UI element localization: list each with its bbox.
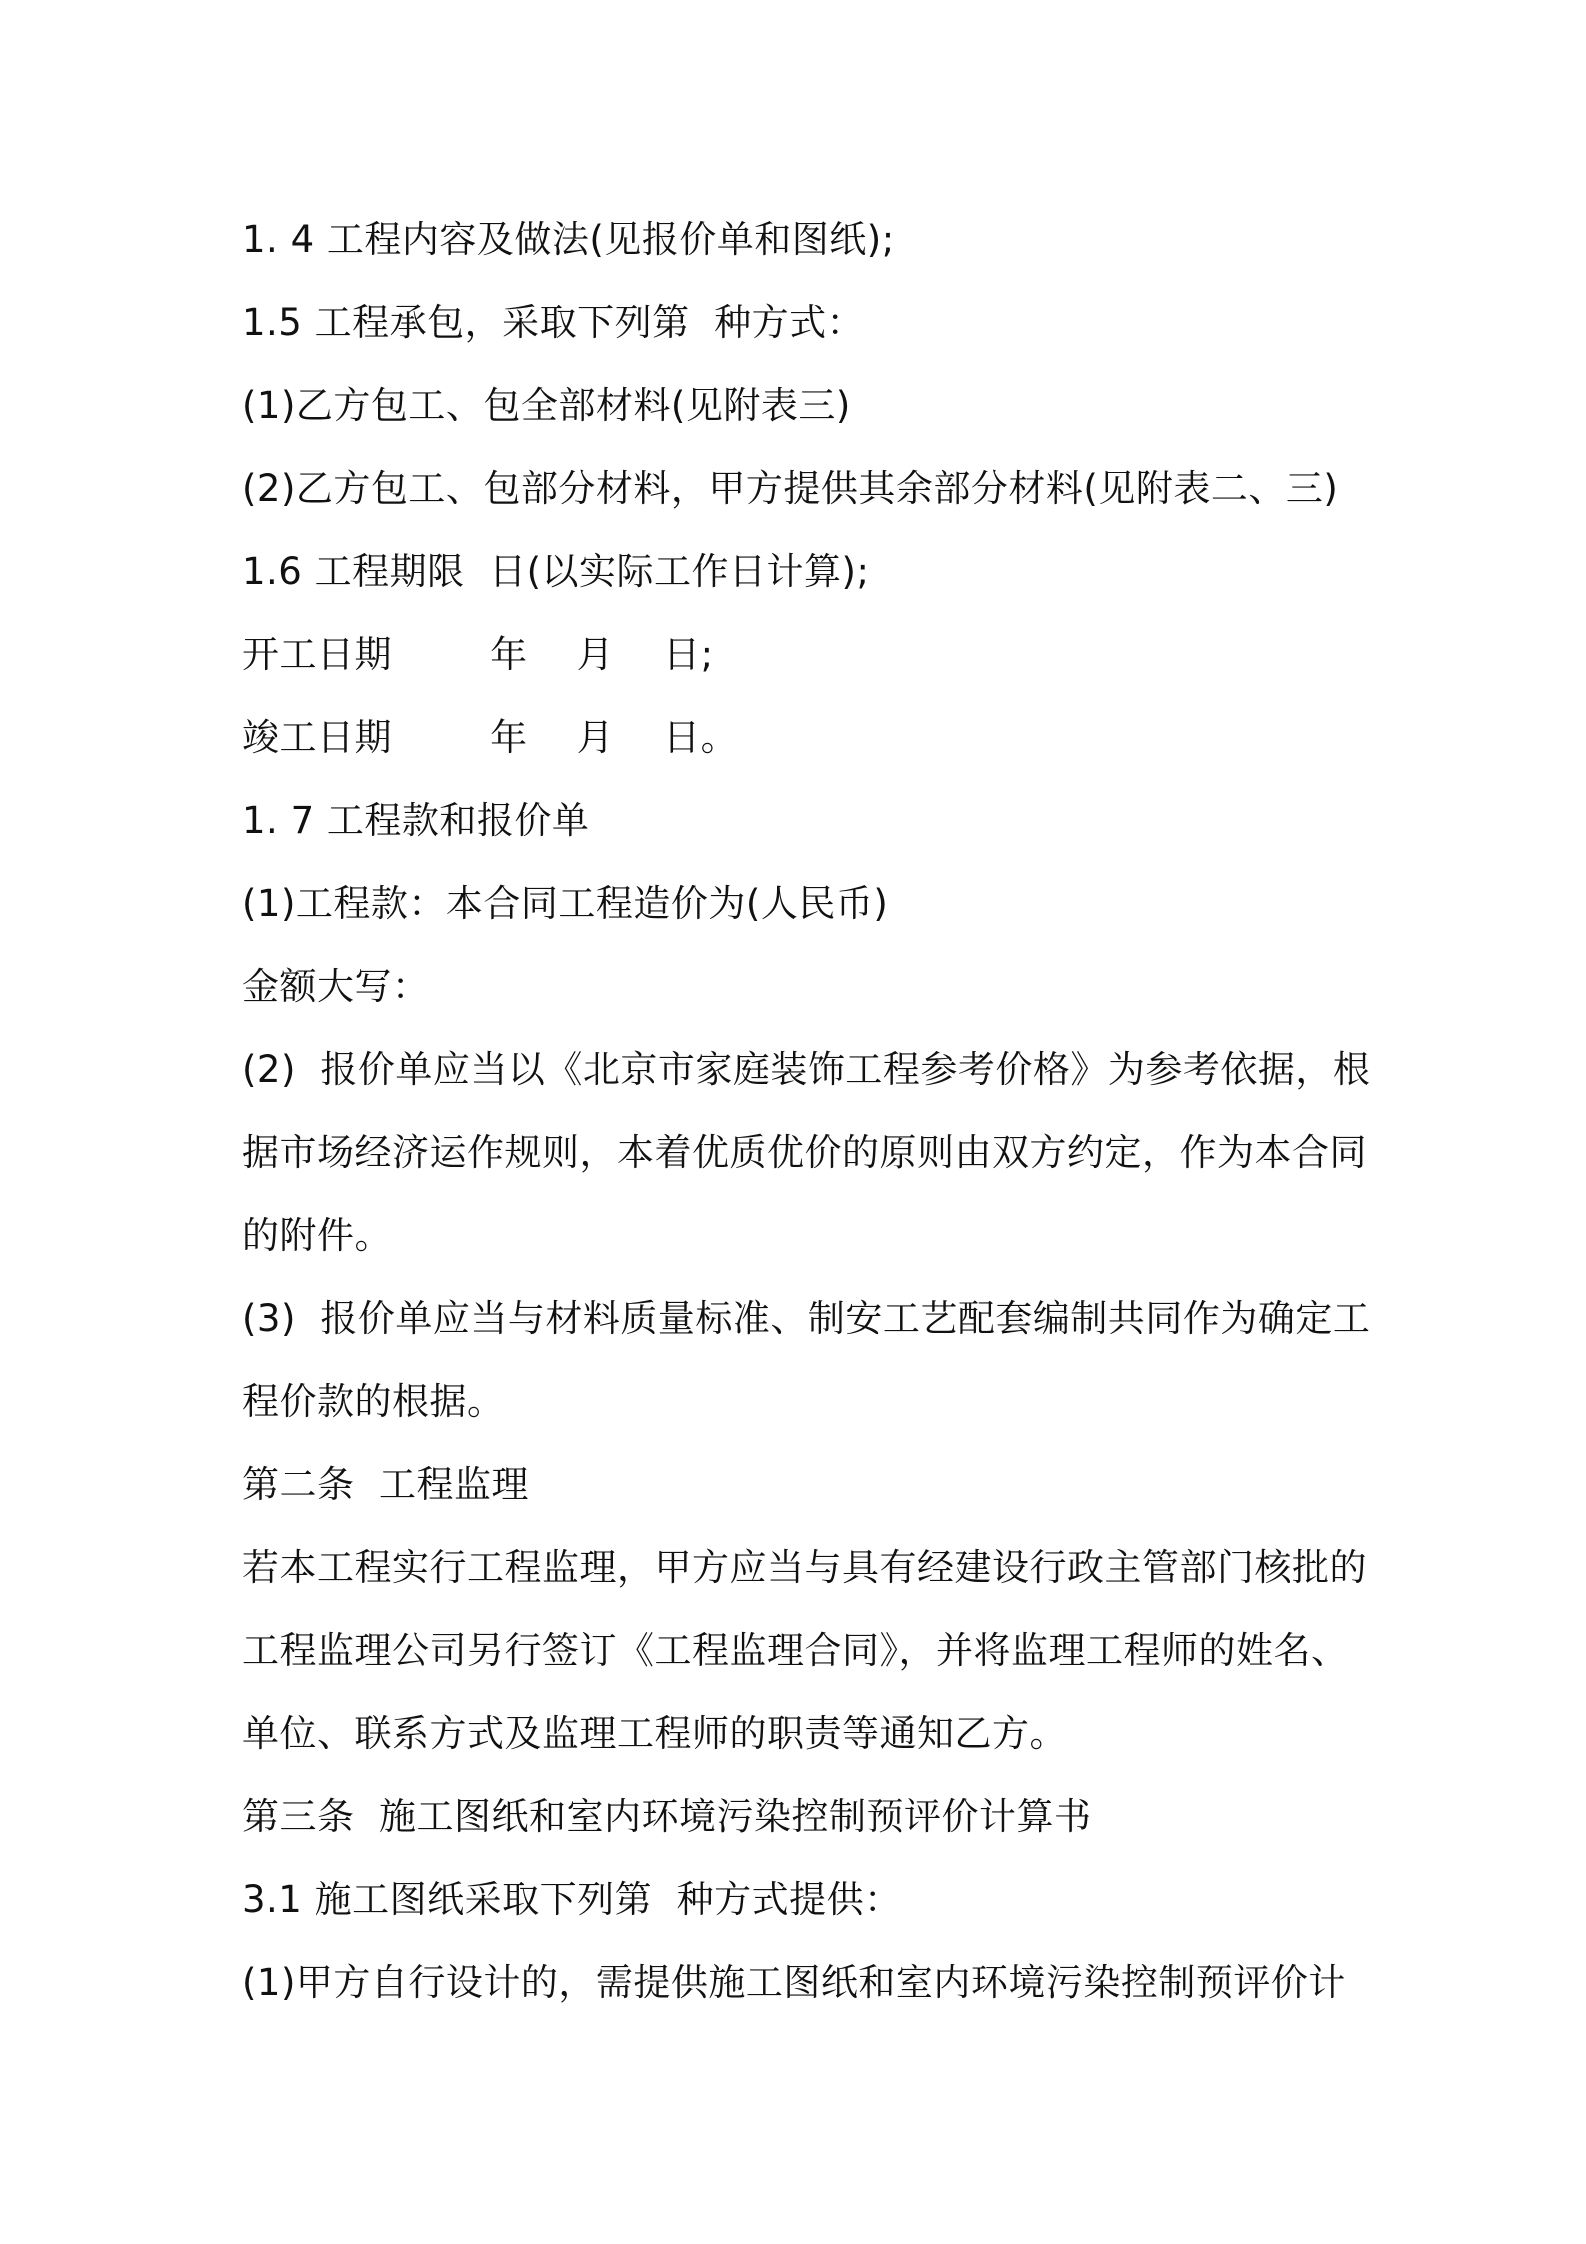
article-2-heading: 第二条 工程监理 bbox=[242, 1463, 530, 1506]
clause-1-5-line: 1.5 工程承包，采取下列第 种方式： bbox=[242, 301, 865, 344]
clause-1-7-item-2-line-1: (2) 报价单应当以《北京市家庭装饰工程参考价格》为参考依据，根 bbox=[242, 1048, 1371, 1091]
clause-1-5-option-1: (1)乙方包工、包全部材料(见附表三) bbox=[242, 384, 851, 427]
clause-1-5-option-2: (2)乙方包工、包部分材料，甲方提供其余部分材料(见附表二、三) bbox=[242, 467, 1339, 510]
article-2-para-line-2: 工程监理公司另行签订《工程监理合同》，并将监理工程师的姓名、 bbox=[242, 1629, 1349, 1672]
completion-date-line: 竣工日期 年 月 日。 bbox=[242, 716, 739, 759]
clause-1-7-heading: 1. 7 工程款和报价单 bbox=[242, 799, 590, 842]
start-date-line: 开工日期 年 月 日; bbox=[242, 633, 714, 676]
document-body bbox=[242, 198, 1371, 2024]
clause-1-7-item-3-line-1: (3) 报价单应当与材料质量标准、制安工艺配套编制共同作为确定工 bbox=[242, 1297, 1371, 1340]
clause-1-7-item-2-line-3: 的附件。 bbox=[242, 1214, 392, 1257]
clause-1-7-item-3-line-2: 程价款的根据。 bbox=[242, 1380, 505, 1423]
clause-3-1-option-1: (1)甲方自行设计的，需提供施工图纸和室内环境污染控制预评价计 bbox=[242, 1961, 1346, 2004]
article-2-para-line-3: 单位、联系方式及监理工程师的职责等通知乙方。 bbox=[242, 1712, 1067, 1755]
clause-1-7-item-1: (1)工程款：本合同工程造价为(人民币) bbox=[242, 882, 889, 925]
clause-1-4-line: 1. 4 工程内容及做法(见报价单和图纸); bbox=[242, 218, 895, 261]
clause-3-1-line: 3.1 施工图纸采取下列第 种方式提供： bbox=[242, 1878, 902, 1921]
clause-1-6-line: 1.6 工程期限 日(以实际工作日计算); bbox=[242, 550, 870, 593]
amount-in-words-line: 金额大写： bbox=[242, 965, 430, 1008]
article-2-para-line-1: 若本工程实行工程监理，甲方应当与具有经建设行政主管部门核批的 bbox=[242, 1546, 1367, 1589]
clause-1-7-item-2-line-2: 据市场经济运作规则，本着优质优价的原则由双方约定，作为本合同 bbox=[242, 1131, 1367, 1174]
article-3-heading: 第三条 施工图纸和室内环境污染控制预评价计算书 bbox=[242, 1795, 1092, 1838]
